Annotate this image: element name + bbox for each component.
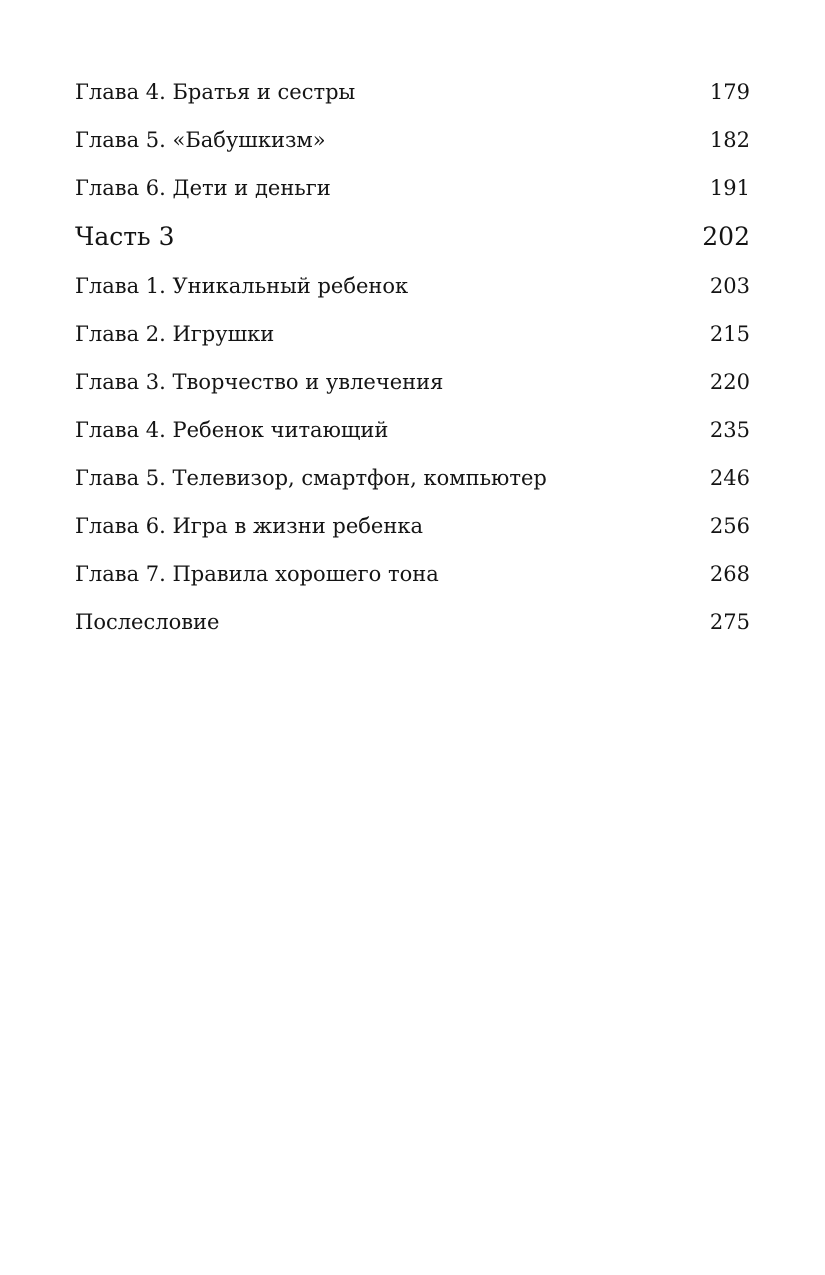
toc-entry-page: 215 — [709, 322, 750, 346]
toc-entry-title: Глава 4. Братья и сестры — [75, 80, 356, 104]
toc-entry-title: Глава 4. Ребенок читающий — [75, 418, 389, 442]
toc-entry-title: Глава 6. Дети и деньги — [75, 176, 331, 200]
toc-entry-title: Глава 3. Творчество и увлечения — [75, 370, 444, 394]
toc-entry-title: Послесловие — [75, 610, 220, 634]
toc-entry-chapter[interactable] — [75, 462, 750, 510]
toc-entry-page: 256 — [709, 514, 750, 538]
toc-entry-chapter[interactable] — [75, 414, 750, 462]
toc-entry-page: 179 — [709, 80, 750, 104]
toc-entry-chapter[interactable] — [75, 76, 750, 124]
toc-entry-afterword[interactable] — [75, 606, 750, 654]
toc-entry-chapter[interactable] — [75, 172, 750, 220]
toc-entry-page: 268 — [709, 562, 750, 586]
toc-entry-title: Глава 2. Игрушки — [75, 322, 275, 346]
toc-entry-page: 235 — [709, 418, 750, 442]
toc-entry-page: 275 — [709, 610, 750, 634]
toc-entry-page: 220 — [709, 370, 750, 394]
toc-entry-chapter[interactable] — [75, 318, 750, 366]
toc-entry-chapter[interactable] — [75, 366, 750, 414]
toc-entry-title: Глава 6. Игра в жизни ребенка — [75, 514, 423, 538]
toc-entry-title: Глава 5. Телевизор, смартфон, компьютер — [75, 466, 547, 490]
toc-entry-page: 203 — [709, 274, 750, 298]
toc-entry-part[interactable] — [75, 220, 750, 270]
toc-entry-page: 182 — [709, 128, 750, 152]
toc-entry-chapter[interactable] — [75, 124, 750, 172]
toc-entry-title: Глава 1. Уникальный ребенок — [75, 274, 409, 298]
toc-part-page: 202 — [702, 222, 750, 251]
table-of-contents — [75, 76, 750, 654]
toc-entry-title: Глава 5. «Бабушкизм» — [75, 128, 326, 152]
toc-entry-page: 191 — [709, 176, 750, 200]
toc-entry-chapter[interactable] — [75, 510, 750, 558]
toc-entry-chapter[interactable] — [75, 558, 750, 606]
toc-entry-title: Глава 7. Правила хорошего тона — [75, 562, 439, 586]
toc-entry-chapter[interactable] — [75, 270, 750, 318]
toc-entry-page: 246 — [709, 466, 750, 490]
toc-part-title: Часть 3 — [75, 222, 175, 251]
